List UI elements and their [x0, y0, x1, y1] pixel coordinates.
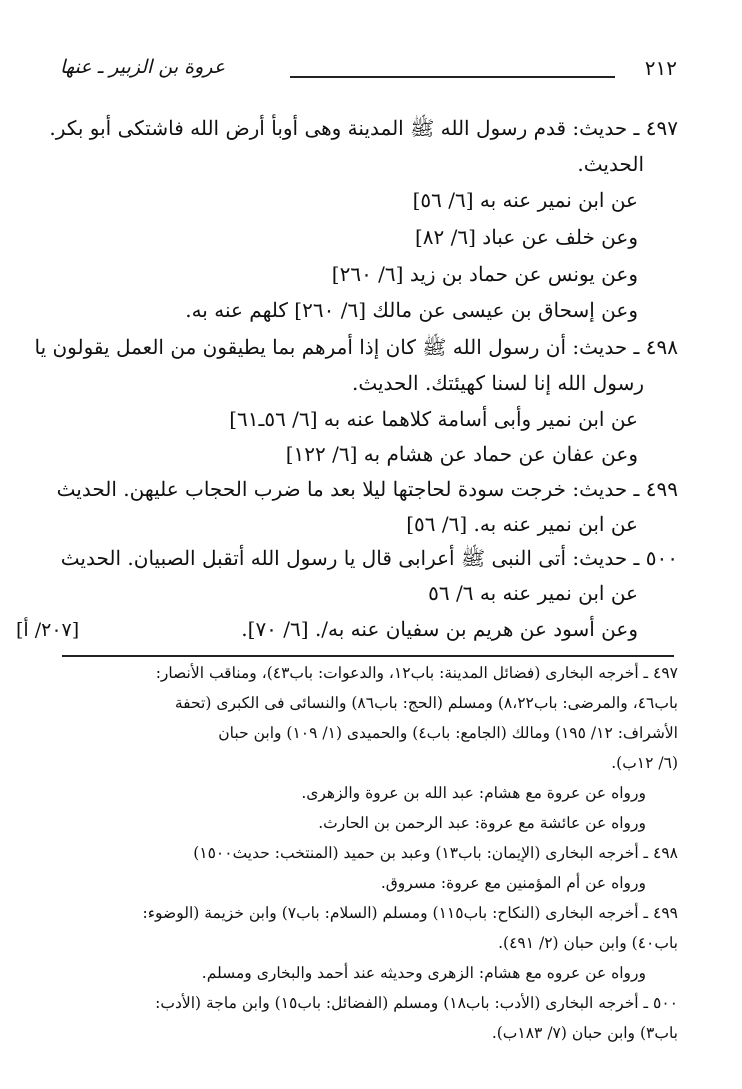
footnote-497-line-5: ورواه عن عروة مع هشام: عبد الله بن عروة والزهرى.: [301, 784, 646, 802]
footnote-rule: [62, 655, 674, 657]
header-rule: [290, 76, 615, 78]
hadith-498-line-1: ٤٩٨ ـ حديث: أن رسول الله ﷺ كان إذا أمرهم بما يطيقون من العمل يقولون يا: [34, 335, 678, 359]
footnote-499-line-2: باب٤٠) وابن حبان (٢/ ٤٩١).: [498, 934, 678, 952]
hadith-498-source-2: وعن عفان عن حماد عن هشام به [٦/ ١٢٢]: [285, 442, 638, 466]
footnote-498-line-2: ورواه عن أم المؤمنين مع عروة: مسروق.: [380, 874, 646, 892]
hadith-499-line-1: ٤٩٩ ـ حديث: خرجت سودة لحاجتها ليلا بعد ما ضرب الحجاب عليهن. الحديث: [56, 477, 678, 501]
running-title: عروة بن الزبير ـ عنها: [60, 56, 226, 78]
footnote-497-line-1: ٤٩٧ ـ أخرجه البخارى (فضائل المدينة: باب١٢، والدعوات: باب٤٣)، ومناقب الأنصار:: [155, 664, 678, 682]
footnote-500-line-1: ٥٠٠ ـ أخرجه البخارى (الأدب: باب١٨) ومسلم (الفضائل: باب١٥) وابن ماجة (الأدب:: [155, 994, 678, 1012]
hadith-497-source-2: وعن خلف عن عباد [٦/ ٨٢]: [414, 225, 638, 249]
hadith-500-source-2: وعن أسود عن هريم بن سفيان عنه به/. [٦/ ٧٠].: [241, 617, 638, 641]
footnote-497-line-6: ورواه عن عائشة مع عروة: عبد الرحمن بن الحارث.: [318, 814, 646, 832]
hadith-497-line-2: الحديث.: [577, 152, 644, 176]
footnote-498-line-1: ٤٩٨ ـ أخرجه البخارى (الإيمان: باب١٣) وعبد بن حميد (المنتخب: حديث١٥٠٠): [193, 844, 678, 862]
hadith-497-source-3: وعن يونس عن حماد بن زيد [٦/ ٢٦٠]: [331, 262, 638, 286]
footnote-497-line-2: باب٤٦، والمرضى: باب٨،٢٢) ومسلم (الحج: باب٨٦) والنسائى فى الكبرى (تحفة: [174, 694, 678, 712]
footnote-497-line-4: (٦/ ١٢ب).: [611, 754, 678, 772]
footnote-499-line-3: ورواه عن عروه مع هشام: الزهرى وحديثه عند أحمد والبخارى ومسلم.: [201, 964, 646, 982]
hadith-500-source-1: عن ابن نمير عنه به ٦/ ٥٦: [428, 581, 638, 605]
hadith-497-source-1: عن ابن نمير عنه به [٦/ ٥٦]: [412, 188, 638, 212]
hadith-497-line-1: ٤٩٧ ـ حديث: قدم رسول الله ﷺ المدينة وهى أوبأ أرض الله فاشتكى أبو بكر.: [49, 116, 678, 140]
hadith-500-line-1: ٥٠٠ ـ حديث: أتى النبى ﷺ أعرابى قال يا رسول الله أتقبل الصبيان. الحديث: [60, 546, 678, 570]
hadith-499-source-1: عن ابن نمير عنه به. [٦/ ٥٦]: [406, 512, 638, 536]
hadith-497-source-4: وعن إسحاق بن عيسى عن مالك [٦/ ٢٦٠] كلهم عنه به.: [185, 298, 638, 322]
page-number: ٢١٢: [644, 56, 677, 80]
footnote-499-line-1: ٤٩٩ ـ أخرجه البخارى (النكاح: باب١١٥) ومسلم (السلام: باب٧) وابن خزيمة (الوضوء:: [142, 904, 678, 922]
margin-folio-note: [٢٠٧/ أ]: [16, 619, 80, 641]
page-header: [60, 48, 677, 84]
footnote-500-line-2: باب٣) وابن حبان (٧/ ١٨٣ب).: [491, 1024, 678, 1042]
hadith-498-line-2: رسول الله إنا لسنا كهيئتك. الحديث.: [351, 371, 644, 395]
hadith-498-source-1: عن ابن نمير وأبى أسامة كلاهما عنه به [٦/ ٥٦ـ٦١]: [229, 407, 638, 431]
footnote-497-line-3: الأشراف: ١٢/ ١٩٥) ومالك (الجامع: باب٤) والحميدى (١/ ١٠٩) وابن حبان: [218, 724, 678, 742]
